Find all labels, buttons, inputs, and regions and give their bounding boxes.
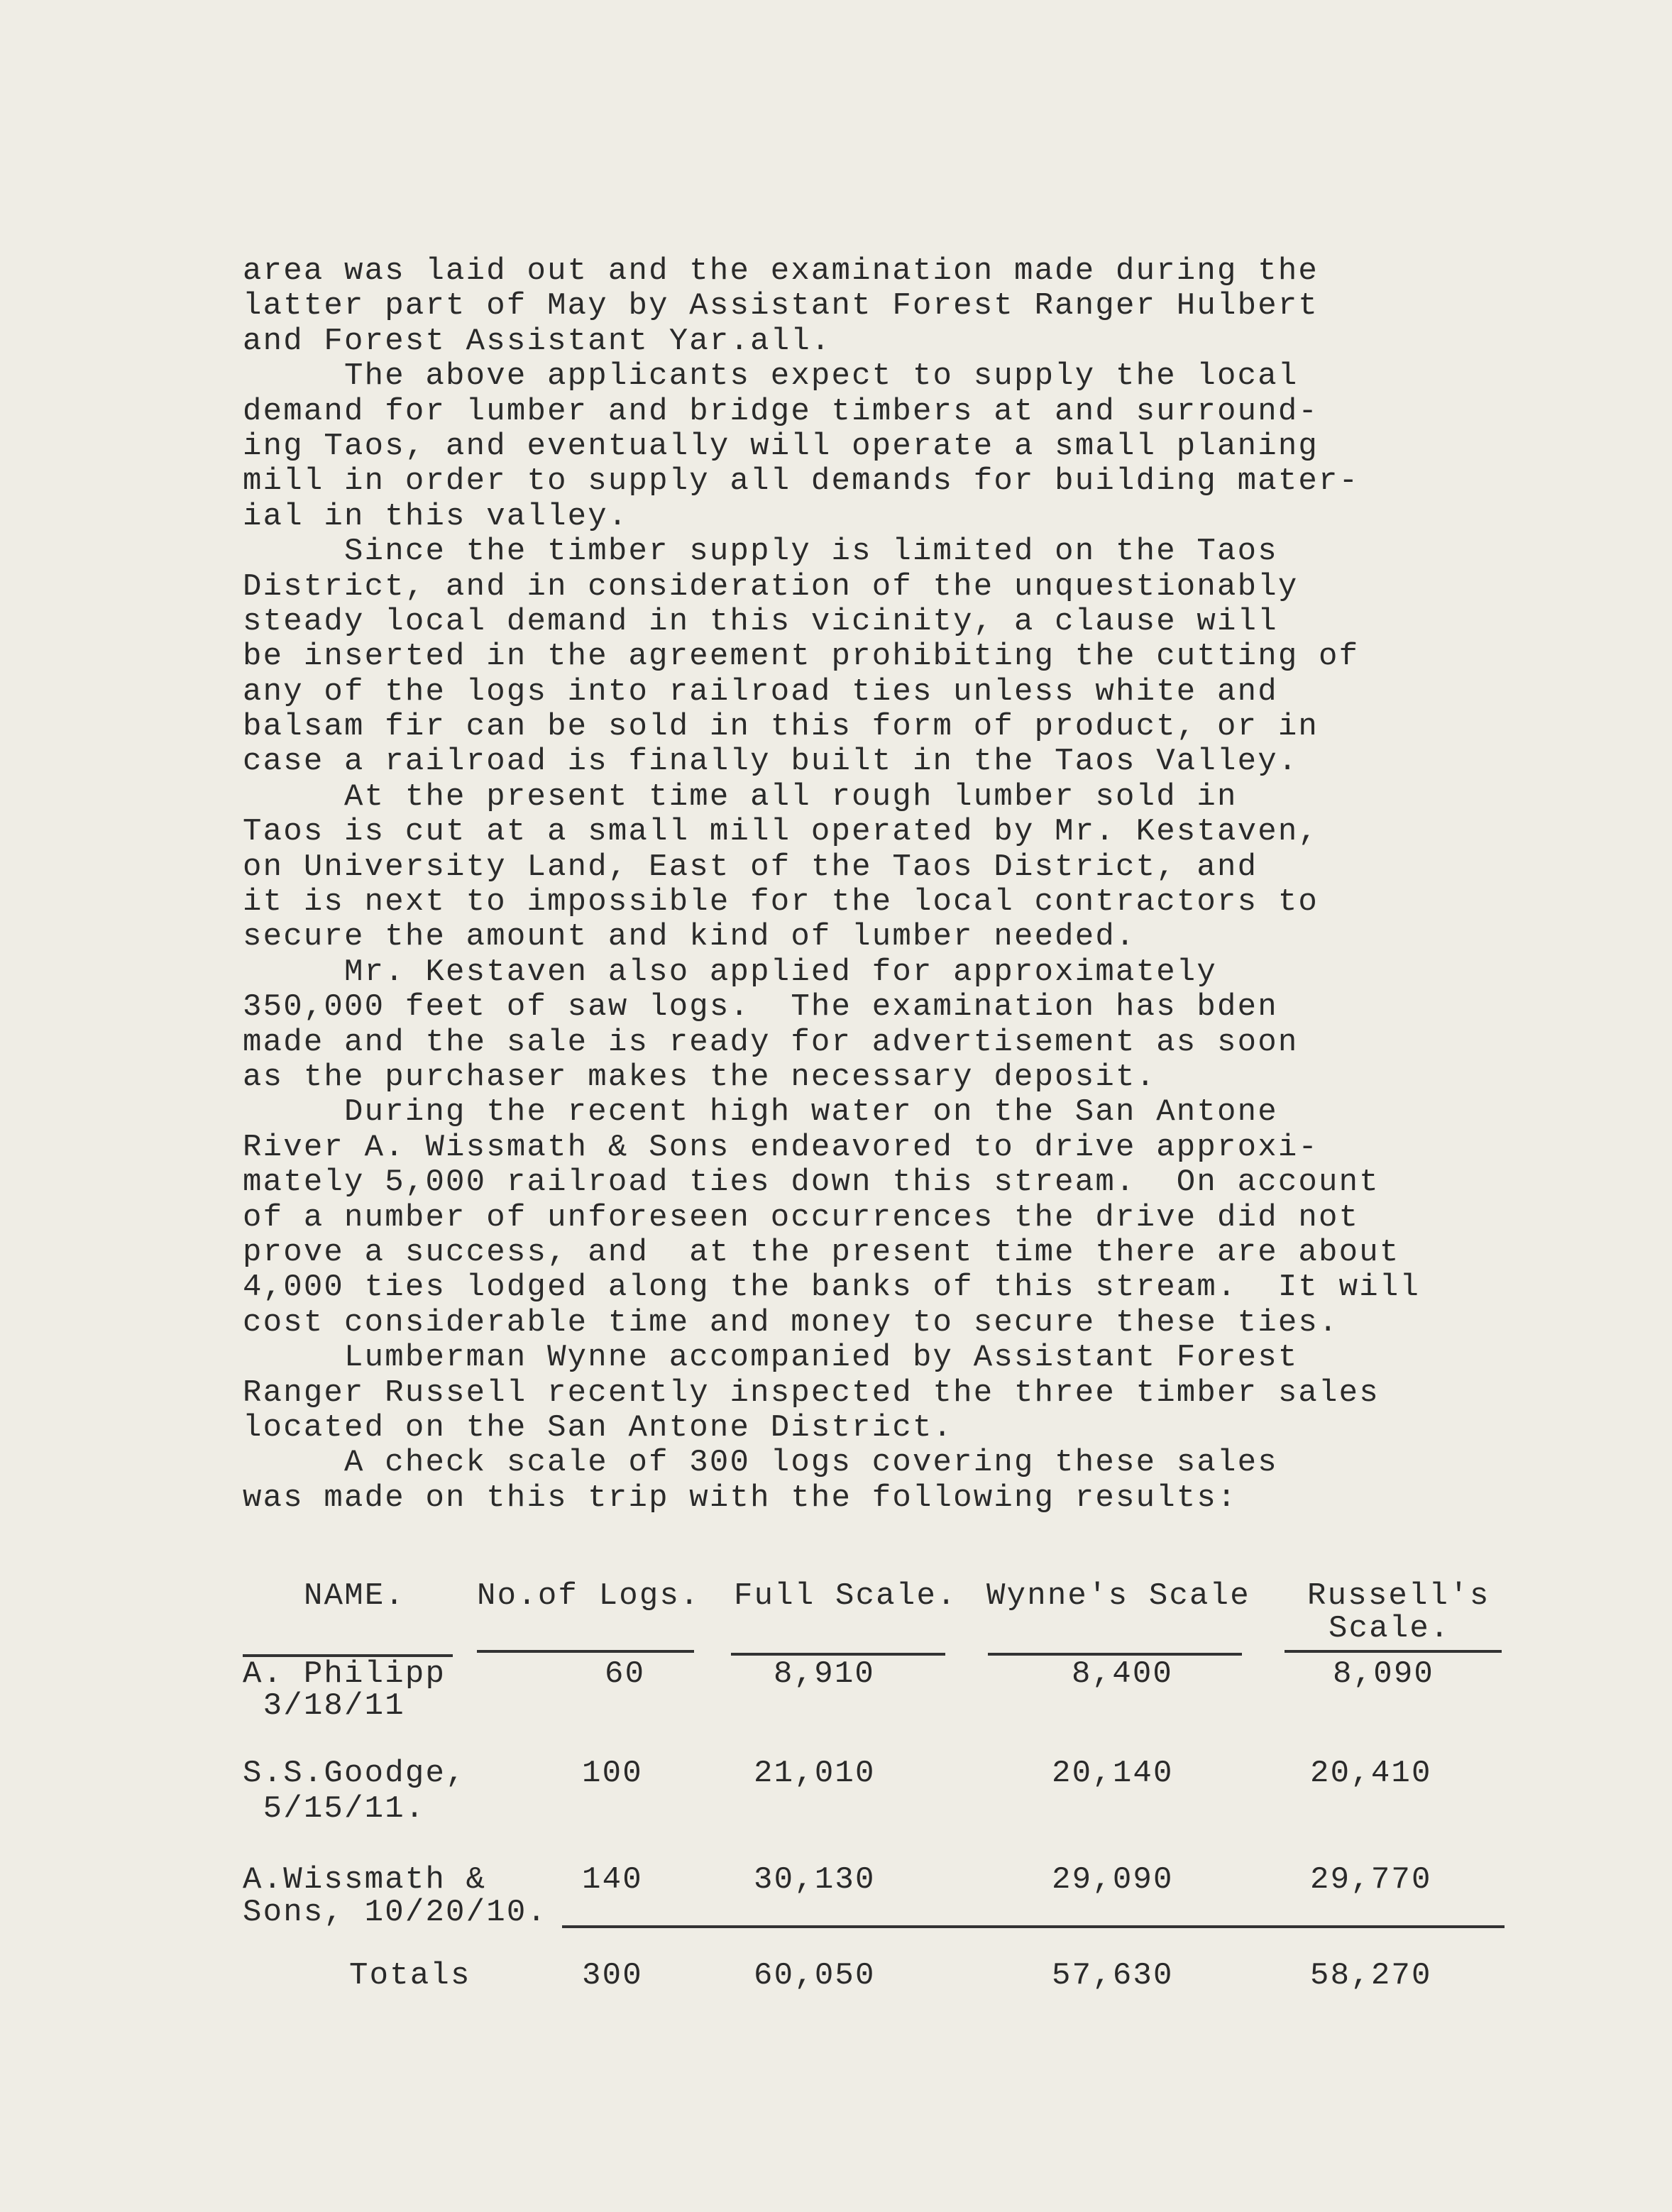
row1-russell-scale: 8,090 (1333, 1656, 1435, 1692)
text-line: it is next to impossible for the local contractors to (243, 884, 1319, 920)
text-line: case a railroad is finally built in the Taos Valley. (243, 744, 1299, 780)
text-line: mill in order to supply all demands for building mater- (243, 463, 1360, 500)
text-line: 350,000 feet of saw logs. The examination has bden (243, 989, 1278, 1025)
text-line: and Forest Assistant Yar.all. (243, 323, 832, 359)
row2-full-scale: 21,010 (754, 1756, 876, 1791)
text-line: as the purchaser makes the necessary deposit. (243, 1059, 1157, 1095)
row1-full-scale: 8,910 (774, 1656, 876, 1692)
header-russell-scale-1: Russell's (1307, 1578, 1490, 1614)
header-full-scale: Full Scale. (734, 1578, 957, 1614)
text-line: During the recent high water on the San Antone (243, 1094, 1278, 1130)
header-underline-full (731, 1653, 945, 1656)
totals-label: Totals (349, 1958, 471, 1993)
text-line: River A. Wissmath & Sons endeavored to drive approxi- (243, 1129, 1319, 1165)
totals-full-scale: 60,050 (754, 1958, 876, 1993)
text-line: be inserted in the agreement prohibiting the cutting of (243, 639, 1360, 675)
text-line: steady local demand in this vicinity, a clause will (243, 603, 1278, 639)
text-line: Ranger Russell recently inspected the three timber sales (243, 1375, 1380, 1411)
header-russell-scale-2: Scale. (1329, 1611, 1451, 1646)
header-underline-russell (1285, 1650, 1502, 1653)
header-underline-wynne (988, 1653, 1242, 1656)
text-line: ial in this valley. (243, 498, 629, 534)
text-line: 4,000 ties lodged along the banks of this stream. It will (243, 1270, 1421, 1306)
row2-logs: 100 (582, 1756, 643, 1791)
row3-name-line2: Sons, 10/20/10. (243, 1895, 548, 1930)
log-scale-table (243, 1579, 1506, 2005)
text-line: on University Land, East of the Taos District, and (243, 849, 1258, 885)
row3-wynne-scale: 29,090 (1052, 1862, 1174, 1898)
text-line: District, and in consideration of the unquestionably (243, 568, 1299, 605)
row3-russell-scale: 29,770 (1310, 1862, 1432, 1898)
text-line: area was laid out and the examination made during the (243, 253, 1319, 289)
text-line: latter part of May by Assistant Forest Ranger Hulbert (243, 288, 1319, 324)
text-line: of a number of unforeseen occurrences the drive did not (243, 1199, 1360, 1236)
text-line: A check scale of 300 logs covering these sales (243, 1445, 1278, 1481)
row2-name-line2: 5/15/11. (243, 1791, 426, 1827)
text-line: cost considerable time and money to secure these ties. (243, 1304, 1339, 1341)
text-line: any of the logs into railroad ties unless white and (243, 673, 1278, 710)
row1-name-line2: 3/18/11 (243, 1688, 405, 1724)
text-line: Lumberman Wynne accompanied by Assistant Forest (243, 1340, 1299, 1376)
row3-name-line1: A.Wissmath & (243, 1862, 487, 1898)
row1-wynne-scale: 8,400 (1072, 1656, 1174, 1692)
row2-russell-scale: 20,410 (1310, 1756, 1432, 1791)
row3-logs: 140 (582, 1862, 643, 1898)
text-line: ing Taos, and eventually will operate a small planing (243, 428, 1319, 464)
header-name: NAME. (304, 1578, 406, 1614)
text-line: The above applicants expect to supply the local (243, 358, 1299, 395)
text-line: made and the sale is ready for advertisement as soon (243, 1024, 1299, 1060)
text-line: demand for lumber and bridge timbers at and surround- (243, 393, 1319, 429)
text-line: prove a success, and at the present time there are about (243, 1234, 1400, 1270)
row1-name-line1: A. Philipp (243, 1656, 446, 1692)
totals-rule (562, 1925, 1505, 1928)
text-line: secure the amount and kind of lumber needed. (243, 919, 1136, 955)
text-line: was made on this trip with the following results: (243, 1480, 1238, 1516)
text-line: Since the timber supply is limited on the Taos (243, 534, 1278, 570)
header-logs: No.of Logs. (477, 1578, 700, 1614)
header-underline-logs (477, 1650, 694, 1653)
row1-logs: 60 (605, 1656, 646, 1692)
text-line: balsam fir can be sold in this form of product, or in (243, 709, 1319, 745)
text-line: mately 5,000 railroad ties down this stream. On account (243, 1165, 1380, 1201)
text-line: At the present time all rough lumber sold in (243, 778, 1238, 815)
totals-logs: 300 (582, 1958, 643, 1993)
row2-name-line1: S.S.Goodge, (243, 1756, 466, 1791)
text-line: located on the San Antone District. (243, 1409, 954, 1446)
header-wynne-scale: Wynne's Scale (986, 1578, 1250, 1614)
text-line: Mr. Kestaven also applied for approximately (243, 954, 1218, 990)
row3-full-scale: 30,130 (754, 1862, 876, 1898)
row2-wynne-scale: 20,140 (1052, 1756, 1174, 1791)
body-text (243, 254, 1492, 1516)
totals-russell-scale: 58,270 (1310, 1958, 1432, 1993)
text-line: Taos is cut at a small mill operated by Mr. Kestaven, (243, 814, 1319, 850)
totals-wynne-scale: 57,630 (1052, 1958, 1174, 1993)
